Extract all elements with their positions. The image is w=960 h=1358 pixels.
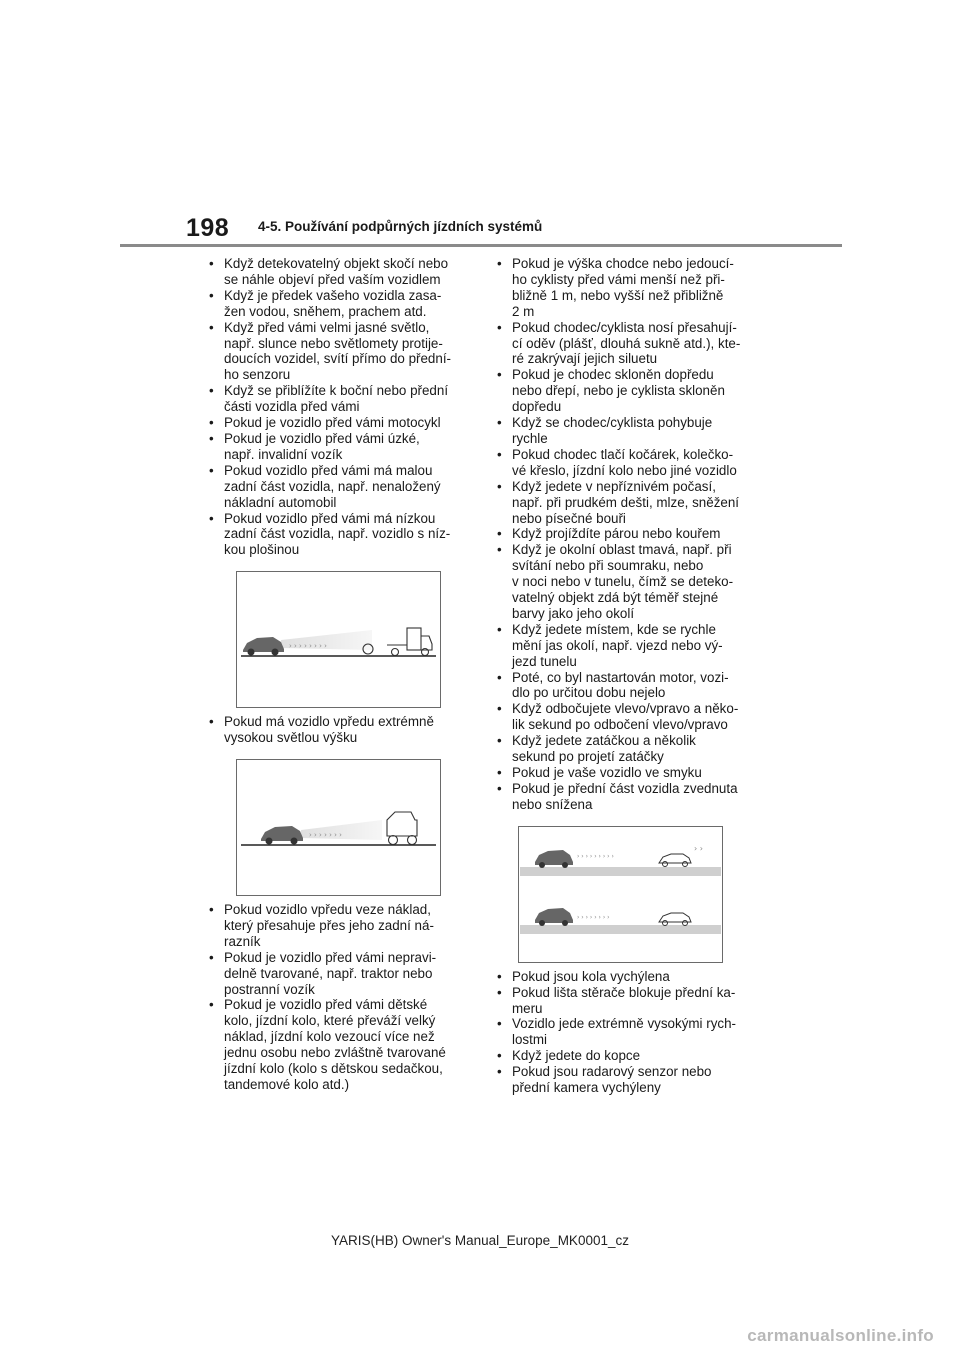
list-item: • Když jedete do kopce [492,1048,757,1064]
list-item: • Pokud vozidlo vpředu veze náklad, který přesahuje přes jeho zadní ná- razník [204,902,466,950]
list-item: • Pokud je vaše vozidlo ve smyku [492,765,757,781]
list-item: • Pokud vozidlo před vámi má malou zadní část vozidla, např. nenaložený nákladní automobil [204,463,466,511]
list-item: • Pokud je vozidlo před vámi nepravi- delně tvarované, např. traktor nebo postranní vozík [204,950,466,998]
list-item: • Pokud je chodec skloněn dopředu nebo dřepí, nebo je cyklista skloněn dopředu [492,367,757,415]
bullet-list-right-top [492,256,757,813]
illustration-high-clearance-vehicle [236,759,441,896]
list-item: • Pokud je výška chodce nebo jedoucí- ho cyklisty před vámi menší než při- bližně 1 m, nebo vyšší než přibližně 2 m [492,256,757,320]
header-divider [120,244,842,247]
bullet-list-right-bottom [492,969,757,1096]
footer-manual-id: YARIS(HB) Owner's Manual_Europe_MK0001_cz [331,1233,629,1248]
list-item: • Pokud vozidlo před vámi má nízkou zadní část vozidla, např. vozidlo s níz- kou plošinou [204,511,466,559]
list-item: • Pokud má vozidlo vpředu extrémně vysokou světlou výšku [204,714,466,746]
list-item: • Když jedete zatáčkou a několik sekund po projetí zatáčky [492,733,757,765]
illustration-slope-road [518,826,723,963]
list-item: • Když před vámi velmi jasné světlo, např. slunce nebo světlomety protije- doucích vozidel, svítí přímo do přední- ho senzoru [204,320,466,384]
list-item: • Když projíždíte párou nebo kouřem [492,526,757,542]
bullet-list-left-middle [204,714,466,746]
left-column [204,256,466,1093]
page-number: 198 [186,214,230,242]
bullet-list-left-bottom [204,902,466,1093]
svg-text:› ›: › › [694,843,703,853]
list-item: • Když je předek vašeho vozidla zasa- žen vodou, sněhem, prachem atd. [204,288,466,320]
list-item: • Pokud chodec/cyklista nosí přesahují- cí oděv (plášť, dlouhá sukně atd.), kte- ré zakrývají jejich siluetu [492,320,757,368]
list-item: • Poté, co byl nastartován motor, vozi- dlo po určitou dobu nejelo [492,670,757,702]
list-item: • Když jedete místem, kde se rychle mění jas okolí, např. vjezd nebo vý- jezd tunelu [492,622,757,670]
svg-text:› › › › › › › ›: › › › › › › › › [289,642,327,651]
right-column [492,256,757,1096]
list-item: • Když se přiblížíte k boční nebo přední části vozidla před vámi [204,383,466,415]
list-item: • Pokud lišta stěrače blokuje přední ka- meru [492,985,757,1017]
svg-text:› › › › › › › ›: › › › › › › › › [577,913,610,921]
bullet-list-left-top [204,256,466,558]
list-item: • Vozidlo jede extrémně vysokými rych- lostmi [492,1016,757,1048]
list-item: • Když je okolní oblast tmavá, např. při svítání nebo při soumraku, nebo v noci nebo v tunelu, čímž se deteko- vatelný objekt zdá být téměř stejné barvy jako jeho okolí [492,542,757,622]
section-title: 4-5. Používání podpůrných jízdních systémů [258,219,543,234]
list-item: • Pokud jsou kola vychýlena [492,969,757,985]
list-item: • Pokud je vozidlo před vámi úzké, např. invalidní vozík [204,431,466,463]
svg-text:› › › › › › ›: › › › › › › › [309,831,342,840]
watermark: carmanualsonline.info [747,1326,934,1345]
list-item: • Když jedete v nepříznivém počasí, např. při prudkém dešti, mlze, sněžení nebo písečné bouři [492,479,757,527]
svg-text:› › › › › › › › ›: › › › › › › › › › [577,852,614,860]
list-item: • Pokud je vozidlo před vámi dětské kolo, jízdní kolo, které převáží velký náklad, jízdní kolo vezoucí více než jednu osobu nebo zvláštně tvarované jízdní kolo (kolo s dětskou sedačkou, tandemové kolo atd.) [204,997,466,1092]
list-item: • Pokud jsou radarový senzor nebo přední kamera vychýleny [492,1064,757,1096]
list-item: • Když se chodec/cyklista pohybuje rychle [492,415,757,447]
list-item: • Když detekovatelný objekt skočí nebo se náhle objeví před vaším vozidlem [204,256,466,288]
list-item: • Pokud chodec tlačí kočárek, kolečko- vé křeslo, jízdní kolo nebo jiné vozidlo [492,447,757,479]
illustration-low-platform-truck [236,571,441,708]
list-item: • Pokud je vozidlo před vámi motocykl [204,415,466,431]
list-item: • Když odbočujete vlevo/vpravo a něko- lik sekund po odbočení vlevo/vpravo [492,701,757,733]
list-item: • Pokud je přední část vozidla zvednuta nebo snížena [492,781,757,813]
